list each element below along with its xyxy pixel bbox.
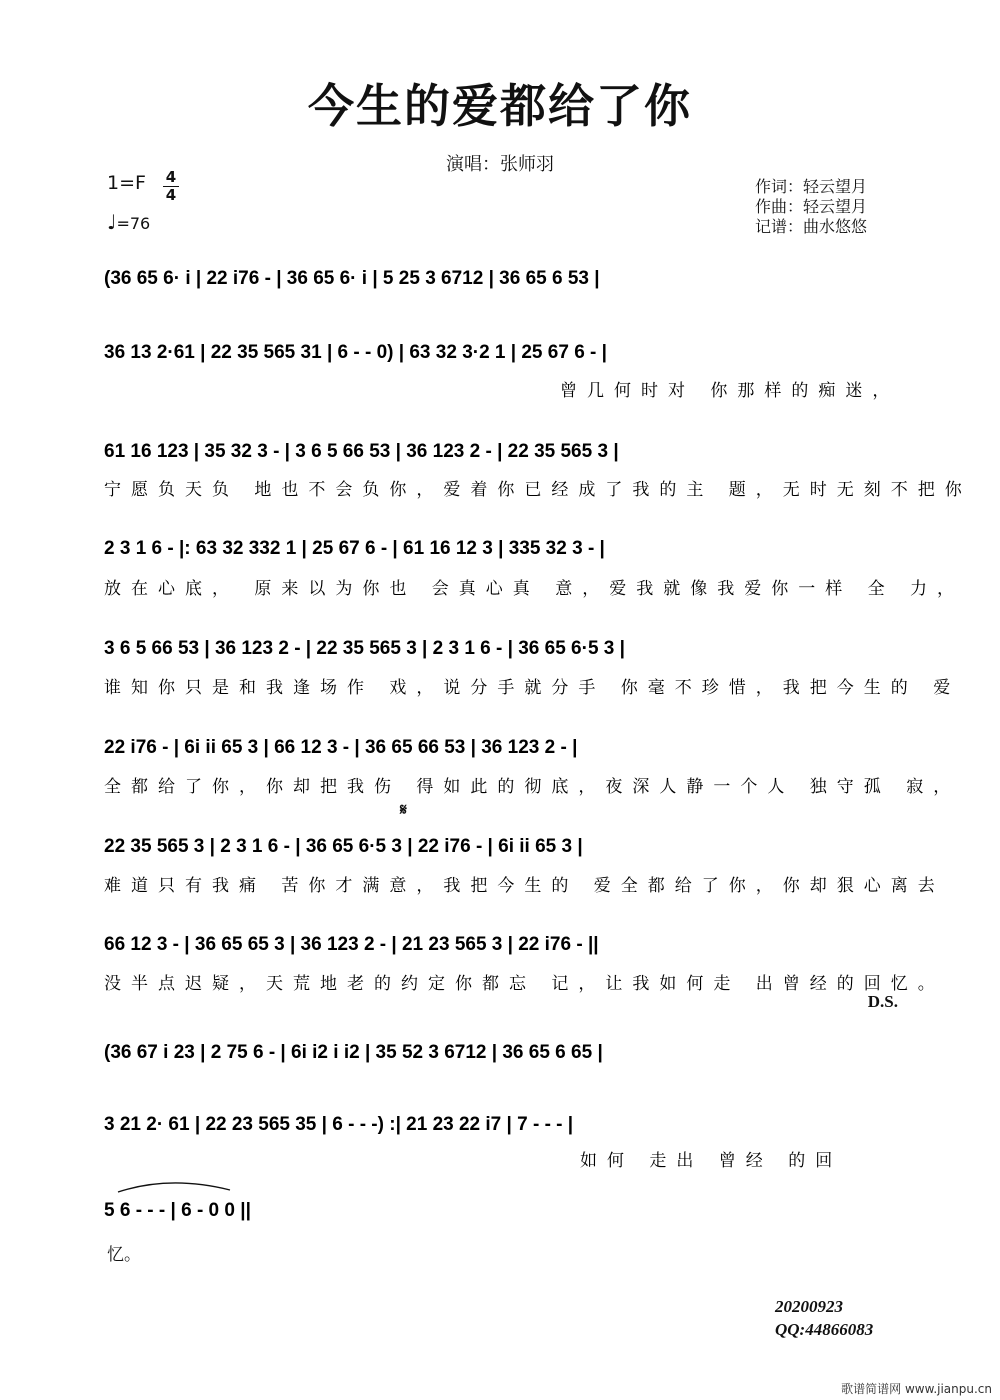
tie-arc [118,1183,230,1192]
lyrics-row-5: 谁知你只是和我逢场作 戏，说分手就分手 你毫不珍惜，我把今生的 爱 [104,678,961,698]
score-row-5 [104,638,625,659]
tempo-value: =76 [116,214,151,233]
score-row-3 [104,441,619,462]
meter-top: 4 [165,168,177,186]
segno-icon: 𝄋 [400,800,407,819]
lyrics-row-3: 宁愿负天负 地也不会负你，爱着你已经成了我的主 题，无时无刻不把你 [104,480,972,500]
quarter-note-icon: ♩ [107,210,117,234]
notes-row-2: 36 13 2·61 | 22 35 565 31 | 6 - - 0) | 63 32 3·2 1 | 25 67 6 - | [104,342,607,363]
notes-row-1: (36 65 6· i | 22 i76 - | 36 65 6· i | 5 25 3 6712 | 36 65 6 53 | [104,268,600,289]
lyrics-row-7: 难道只有我痛 苦你才满意，我把今生的 爱全都给了你，你却狠心离去 [104,876,945,896]
key-signature: 1=F [107,172,146,194]
ds-marking: D.S. [867,992,898,1011]
score-row-11 [104,1200,251,1221]
score-row-8 [104,934,599,955]
notes-row-5: 3 6 5 66 53 | 36 123 2 - | 22 35 565 3 | 2 3 1 6 - | 36 65 6·5 3 | [104,638,625,659]
notes-row-11: 5 6 - - - | 6 - 0 0 || [104,1200,251,1221]
notes-row-9: (36 67 i 23 | 2 75 6 - | 6i i2 i i2 | 35 52 3 6712 | 36 65 6 65 | [104,1042,603,1063]
lyrics-row-6: 全都给了你，你却把我伤 得如此的彻底，夜深人静一个人 独守孤 寂， [104,777,961,797]
score-row-9 [104,1042,603,1063]
score-row-10 [104,1114,573,1135]
page-title: 今生的爱都给了你 [308,79,692,133]
notes-row-6: 22 i76 - | 6i ii 65 3 | 66 12 3 - | 36 65 66 53 | 36 123 2 - | [104,737,578,758]
lyrics-row-4: 放在心底， 原来以为你也 会真心真 意，爱我就像我爱你一样 全 力， [104,579,965,599]
notes-row-3: 61 16 123 | 35 32 3 - | 3 6 5 66 53 | 36 123 2 - | 22 35 565 3 | [104,441,619,462]
lyrics-row-2: 曾几何时对 你那样的痴迷， [560,381,900,401]
composer-credit: 作曲：轻云望月 [755,197,868,216]
notes-row-8: 66 12 3 - | 36 65 65 3 | 36 123 2 - | 21 23 565 3 | 22 i76 - || [104,934,599,955]
lyrics-row-11: 忆。 [107,1245,141,1265]
notes-row-10: 3 21 2· 61 | 22 23 565 35 | 6 - - -) :| 21 23 22 i7 | 7 - - - | [104,1114,574,1135]
score-row-1 [104,268,600,289]
score-row-7 [104,836,583,857]
lyricist-credit: 作词：轻云望月 [755,177,868,196]
score-row-6 [104,737,577,758]
notes-row-7: 22 35 565 3 | 2 3 1 6 - | 36 65 6·5 3 | 22 i76 - | 6i ii 65 3 | [104,836,583,857]
meter-bottom: 4 [165,186,177,204]
lyrics-row-10: 如何 走出 曾经 的回 [580,1151,843,1171]
notation-credit: 记谱：曲水悠悠 [755,217,868,236]
qq-contact: QQ:44866083 [775,1320,874,1339]
score-row-4 [104,538,605,559]
site-watermark: 歌谱简谱网 www.jianpu.cn [841,1382,992,1396]
date-stamp: 20200923 [775,1297,843,1316]
lyrics-row-8: 没半点迟疑，天荒地老的约定你都忘 记，让我如何走 出曾经的回忆。 [104,974,945,994]
score-row-2 [104,342,607,363]
notes-row-4: 2 3 1 6 - |: 63 32 332 1 | 25 67 6 - | 61 16 12 3 | 335 32 3 - | [104,538,605,559]
singer-credit: 演唱：张师羽 [446,154,554,175]
